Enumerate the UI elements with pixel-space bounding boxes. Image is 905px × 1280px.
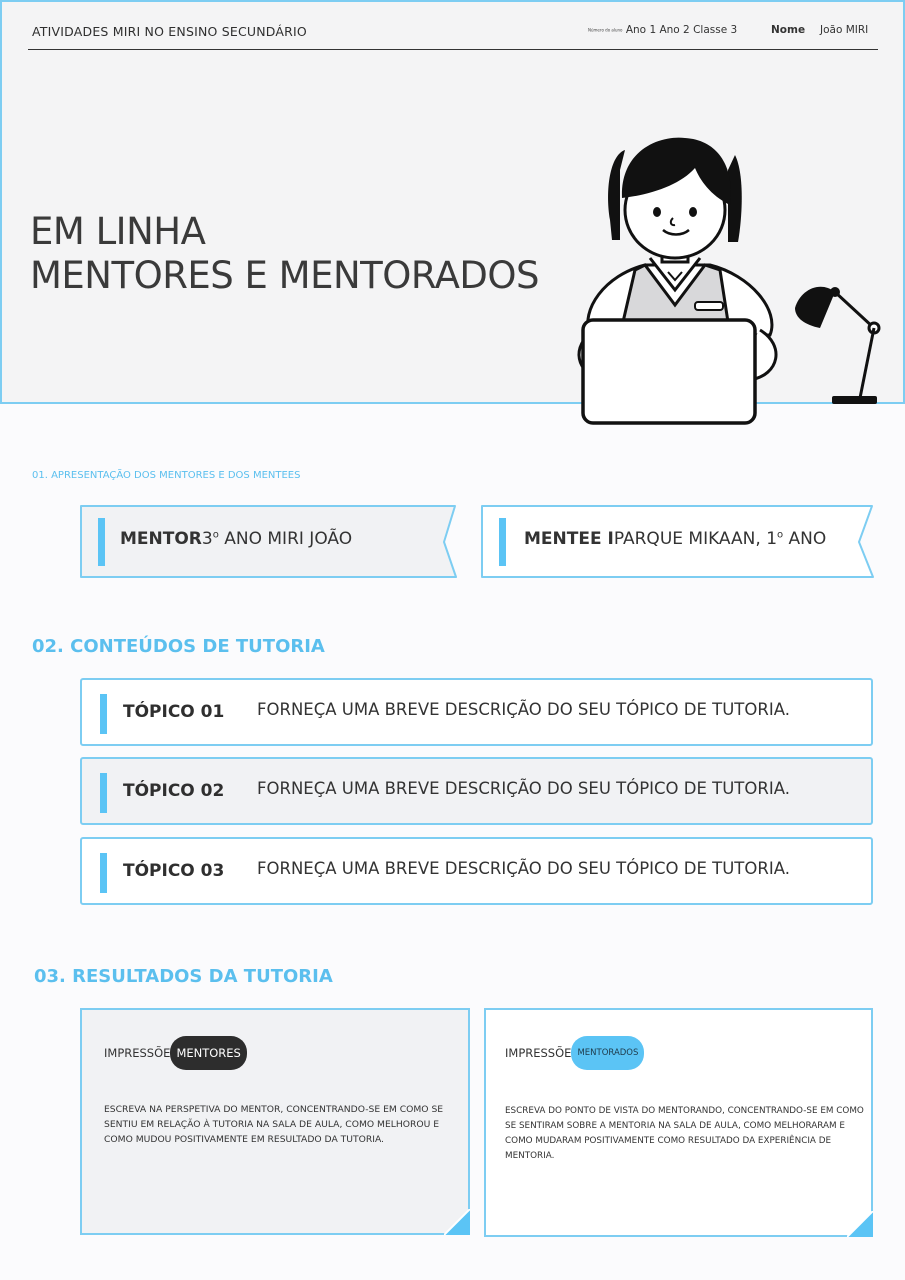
card-body: ESCREVA DO PONTO DE VISTA DO MENTORANDO, CONCENTRANDO-SE EM COMO SE SENTIRAM SOBRE A MENTORIA NA SALA DE AULA, COMO MELHORARAM E COMO MUDARAM POSITIVAMENTE COMO RESULTADO DA EXPERIÊNCIA DE MENTORIA. <box>505 1106 864 1161</box>
topic-description: FORNEÇA UMA BREVE DESCRIÇÃO DO SEU TÓPICO DE TUTORIA. <box>257 859 790 878</box>
topic-accent-bar <box>100 853 107 893</box>
mentor-text <box>120 529 352 549</box>
student-info <box>588 24 737 36</box>
mentee-text <box>524 529 826 549</box>
mentor-year: 3 <box>201 529 213 549</box>
topic-accent-bar <box>100 773 107 813</box>
topic-card-3 <box>80 837 873 905</box>
mentor-ribbon <box>80 505 460 578</box>
topic-description: FORNEÇA UMA BREVE DESCRIÇÃO DO SEU TÓPICO DE TUTORIA. <box>257 779 790 798</box>
mentee-impression-card <box>484 1008 873 1237</box>
topic-card-2 <box>80 757 873 825</box>
card-heading <box>104 1036 247 1070</box>
mentee-year: ANO <box>783 529 827 549</box>
topic-name: TÓPICO 02 <box>123 781 225 801</box>
section-2-title: 02. CONTEÚDOS DE TUTORIA <box>32 636 325 657</box>
topic-card-1 <box>80 678 873 746</box>
mentorados-pill: MENTORADOS <box>571 1036 644 1070</box>
mentor-name: ANO MIRI JOÃO <box>218 529 353 549</box>
mentee-label: MENTEE I <box>524 529 614 549</box>
header-bar <box>28 22 878 50</box>
hero-line-2: MENTORES E MENTORADOS <box>30 254 539 297</box>
mentor-impression-card <box>80 1008 470 1235</box>
mentee-accent-bar <box>499 518 506 566</box>
topic-accent-bar <box>100 694 107 734</box>
mentee-name: PARQUE MIKAAN, 1 <box>613 529 778 549</box>
card-heading-prefix: IMPRESSÕE <box>104 1046 171 1060</box>
section-1-title: 01. APRESENTAÇÃO DOS MENTORES E DOS MENTEES <box>32 470 301 481</box>
card-body: ESCREVA NA PERSPETIVA DO MENTOR, CONCENTRANDO-SE EM COMO SE SENTIU EM RELAÇÃO À TUTORIA NA SALA DE AULA, COMO MELHOROU E COMO MUDOU POSITIVAMENTE EM RESULTADO DA TUTORIA. <box>104 1104 444 1145</box>
student-number-label: Número do aluno <box>588 27 623 33</box>
name-label: Nome <box>771 24 806 36</box>
student-illustration <box>550 130 800 430</box>
topic-name: TÓPICO 01 <box>123 702 225 722</box>
topic-description: FORNEÇA UMA BREVE DESCRIÇÃO DO SEU TÓPICO DE TUTORIA. <box>257 700 790 719</box>
mentee-ribbon <box>481 505 876 578</box>
hero-line-1: EM LINHA <box>30 210 206 253</box>
page-fold-icon <box>847 1211 873 1237</box>
mentor-label: MENTOR <box>120 529 202 549</box>
section-3-title: 03. RESULTADOS DA TUTORIA <box>34 966 333 987</box>
mentors-pill: MENTORES <box>170 1036 246 1070</box>
card-heading <box>505 1036 644 1070</box>
mentee-ordinal: o <box>777 529 784 541</box>
header-title: ATIVIDADES MIRI NO ENSINO SECUNDÁRIO <box>32 24 307 39</box>
mentor-accent-bar <box>98 518 105 566</box>
desk-lamp-icon <box>790 270 890 410</box>
card-heading-prefix: IMPRESSÕE <box>505 1046 572 1060</box>
name-value: João MIRI <box>820 24 869 36</box>
class-info: Ano 1 Ano 2 Classe 3 <box>625 24 738 36</box>
topic-name: TÓPICO 03 <box>123 861 225 881</box>
page-fold-icon <box>444 1209 470 1235</box>
mentor-ordinal: o <box>212 529 219 541</box>
hero-headline <box>30 210 539 298</box>
